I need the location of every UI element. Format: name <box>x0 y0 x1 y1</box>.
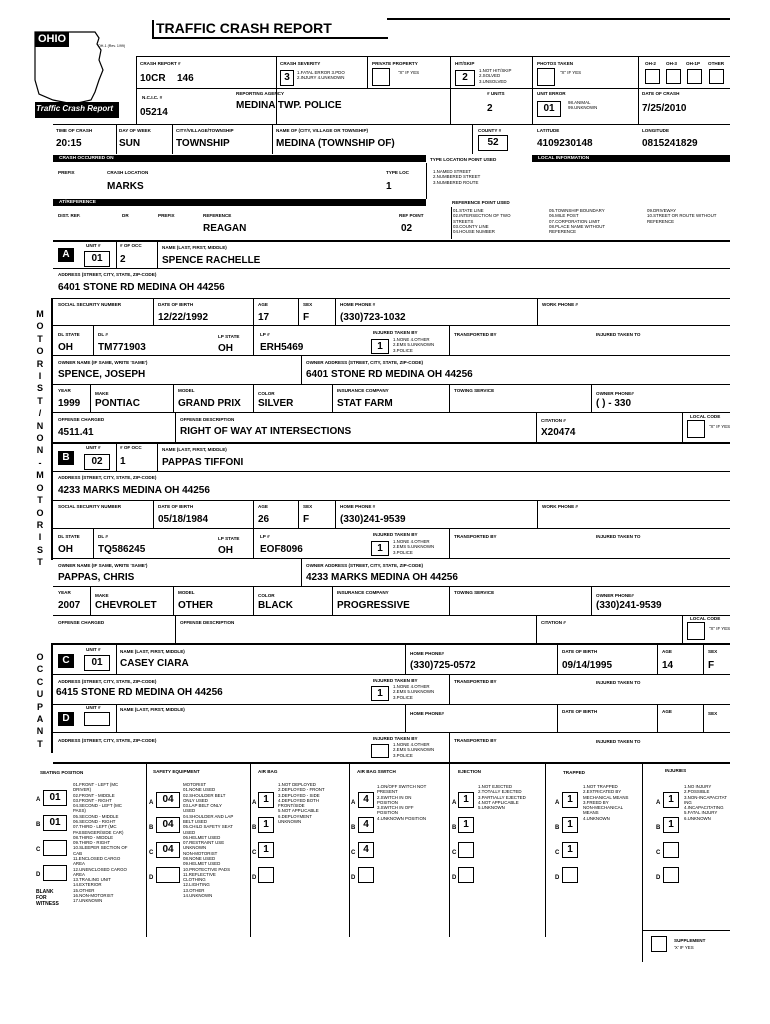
safety-c-value: 04 <box>156 842 180 858</box>
injuries-options: 1.NO INJURY 2.POSSIBLE 3.NON-INCAPACITAT ING 4.INCAPACITATING 5.FATAL INJURY 6.UNKNOWN <box>684 784 727 821</box>
unit-b-name-value: PAPPAS TIFFONI <box>162 457 244 468</box>
unit-b-home-phone-label: HOME PHONE # <box>340 504 376 509</box>
unit-a-color-value: SILVER <box>258 398 294 409</box>
local-info-band: LOCAL INFORMATION <box>532 155 730 162</box>
safety-a-letter: A <box>149 800 154 806</box>
type-point-label: TYPE LOCATION POINT USED <box>430 157 497 162</box>
occupant-c-unit-label: UNIT # <box>86 647 101 652</box>
airbag-b-letter: B <box>252 825 257 831</box>
unit-a-local-code-checkbox[interactable] <box>687 420 705 438</box>
occupant-c-unit-value: 01 <box>84 655 110 671</box>
occupant-d-injured-input[interactable] <box>371 744 389 758</box>
crash-occurred-band: CRASH OCCURRED ON <box>53 155 426 162</box>
unit-a-occ-value: 2 <box>120 254 126 265</box>
occupant-c-dob-label: DATE OF BIRTH <box>562 649 598 654</box>
unit-b-injured-to-label: INJURED TAKEN TO <box>596 534 641 539</box>
ref-options-1: 01.STATE LINE 02.INTERSECTION OF TWO STREETS 03.COUNTY LINE 04.HOUSE NUMBER <box>453 208 511 235</box>
injuries-c-letter: C <box>656 850 661 856</box>
report-prefix: 10CR <box>140 73 166 84</box>
occupant-c-home-phone-label: HOME PHONE# <box>410 651 444 656</box>
unit-a-towing-label: TOWING SERVICE <box>454 388 495 393</box>
airbag-d-letter: D <box>252 875 257 881</box>
oh1p-label: OH-1P <box>686 61 701 66</box>
trapped-d-letter: D <box>555 875 560 881</box>
occupant-d-badge: D <box>58 712 74 726</box>
latitude-value: 4109230148 <box>537 138 593 149</box>
unit-error-value: 01 <box>537 101 561 117</box>
unit-b-owner-label: OWNER NAME (IF SAME, WRITE 'SAME') <box>58 563 148 568</box>
unit-b-year-value: 2007 <box>58 600 81 611</box>
unit-b-lp-state-value: OH <box>218 545 233 556</box>
switch-d-input[interactable] <box>358 867 374 883</box>
unit-b-sex-value: F <box>303 514 310 525</box>
safety-a-value: 04 <box>156 792 180 808</box>
unit-b-make-label: MAKE <box>95 593 109 598</box>
occupant-c-name-value: CASEY CIARA <box>120 658 189 669</box>
occupant-d-dob-label: DATE OF BIRTH <box>562 709 598 714</box>
ref-point-label: REF POINT <box>399 213 424 218</box>
seat-row-b-letter: B <box>36 822 41 828</box>
city-label: CITY/VILLAGE/TOWNSHIP <box>176 128 234 133</box>
oh2-label: OH-2 <box>645 61 656 66</box>
unit-b-dl-state-label: DL STATE <box>58 534 80 539</box>
trapped-label: TRAPPED <box>563 770 585 775</box>
occupant-d-injured-label: INJURED TAKEN BY <box>373 736 418 741</box>
occupant-d-injured-to-label: INJURED TAKEN TO <box>596 739 641 744</box>
unit-b-address-label: ADDRESS (STREET, CITY, STATE, ZIP-CODE) <box>58 475 157 480</box>
unit-b-injured-options: 1.NONE 4.OTHER 2.EMS 5.UNKNOWN 3.POLICE <box>393 539 435 555</box>
occupant-c-home-phone-value: (330)725-0572 <box>410 660 476 671</box>
unit-b-ssn-label: SOCIAL SECURITY NUMBER <box>58 504 122 509</box>
unit-a-make-value: PONTIAC <box>95 398 140 409</box>
switch-c-value: 4 <box>358 842 374 858</box>
ejection-c-input[interactable] <box>458 842 474 858</box>
ejection-c-letter: C <box>452 850 457 856</box>
unit-b-age-value: 26 <box>258 514 270 525</box>
unit-a-owner-addr-value: 6401 STONE RD MEDINA OH 44256 <box>306 369 473 380</box>
safety-equipment-label: SAFETY EQUIPMENT <box>153 769 200 774</box>
trapped-c-letter: C <box>555 850 560 856</box>
unit-a-home-phone-value: (330)723-1032 <box>340 312 406 323</box>
unit-a-unit-label: UNIT # <box>86 243 101 248</box>
unit-b-insurance-value: PROGRESSIVE <box>337 600 410 611</box>
unit-a-ssn-label: SOCIAL SECURITY NUMBER <box>58 302 122 307</box>
injuries-c-input[interactable] <box>663 842 679 858</box>
unit-a-insurance-label: INSURANCE COMPANY <box>337 388 389 393</box>
unit-a-color-label: COLOR <box>258 391 275 396</box>
unit-b-make-value: CHEVROLET <box>95 600 157 611</box>
switch-c-letter: C <box>351 850 356 856</box>
ejection-d-input[interactable] <box>458 867 474 883</box>
hitskip-value: 2 <box>455 70 475 86</box>
seat-d-input[interactable] <box>43 865 67 881</box>
unit-b-sex-label: SEX <box>303 504 313 509</box>
injuries-b-value: 1 <box>663 817 679 833</box>
other-label: OTHER <box>708 61 725 66</box>
day-label: DAY OF WEEK <box>119 128 151 133</box>
city-value: TOWNSHIP <box>176 138 230 149</box>
report-number: 146 <box>177 73 194 84</box>
unit-b-lp-state-label: LP STATE <box>218 536 240 541</box>
unit-a-offense-value: 4511.41 <box>58 427 94 438</box>
unit-b-unit-value: 02 <box>84 454 110 470</box>
unit-a-address-value: 6401 STONE RD MEDINA OH 44256 <box>58 282 225 293</box>
occupant-c-injured-label: INJURED TAKEN BY <box>373 678 418 683</box>
injuries-a-value: 1 <box>663 792 679 808</box>
unit-b-model-value: OTHER <box>178 600 213 611</box>
safety-b-value: 04 <box>156 817 180 833</box>
unit-a-badge: A <box>58 248 74 262</box>
time-value: 20:15 <box>56 138 82 149</box>
occupant-d-injured-options: 1.NONE 4.OTHER 2.EMS 5.UNKNOWN 3.POLICE <box>393 742 435 758</box>
supplement-note: 'X' IF YES <box>674 945 694 950</box>
unit-a-dl-state-value: OH <box>58 342 73 353</box>
occupant-d-transported-label: TRANSPORTED BY <box>454 738 497 743</box>
unit-b-owner-phone-label: OWNER PHONE# <box>596 593 634 598</box>
occupant-c-sex-label: SEX <box>708 649 718 654</box>
airbag-options: 1.NOT DEPLOYED 2.DEPLOYED - FRONT 3.DEPLOYED - SIDE 4.DEPLOYED BOTH FRONT/SIDE 5.NOT APPLICABLE 6.DEPLOYMENT UNKNOWN <box>278 782 325 824</box>
unit-a-offense-desc-label: OFFENSE DESCRIPTION <box>180 417 235 422</box>
motorist-side-label: M O T O R I S T / N O N - M O T O R I S T <box>36 309 44 568</box>
unit-b-dob-label: DATE OF BIRTH <box>158 504 194 509</box>
page-title: TRAFFIC CRASH REPORT <box>156 20 332 36</box>
private-property-label: PRIVATE PROPERTY <box>372 61 418 66</box>
unit-a-model-value: GRAND PRIX <box>178 398 241 409</box>
severity-label: CRASH SEVERITY <box>280 61 321 66</box>
longitude-label: LONGITUDE <box>642 128 670 133</box>
ejection-b-letter: B <box>452 825 457 831</box>
airbag-b-value: 1 <box>258 817 274 833</box>
trapped-a-letter: A <box>555 800 560 806</box>
unit-a-model-label: MODEL <box>178 388 195 393</box>
injuries-a-letter: A <box>656 800 661 806</box>
occupant-c-address-value: 6415 STONE RD MEDINA OH 44256 <box>56 687 223 698</box>
unit-b-dl-state-value: OH <box>58 544 73 555</box>
occupant-d-age-label: AGE <box>662 709 672 714</box>
occupant-c-badge: C <box>58 654 74 668</box>
prefix-label: PREFIX <box>58 170 75 175</box>
injuries-b-letter: B <box>656 825 661 831</box>
ncic-value: 05214 <box>140 107 168 118</box>
date-label: DATE OF CRASH <box>642 91 680 96</box>
unit-b-owner-addr-value: 4233 MARKS MEDINA OH 44256 <box>306 572 458 583</box>
crash-location-label: CRASH LOCATION <box>107 170 149 175</box>
trapped-d-input[interactable] <box>562 867 578 883</box>
blank-for-witness: BLANK FOR WITNESS <box>36 889 59 907</box>
unit-a-owner-value: SPENCE, JOSEPH <box>58 369 146 380</box>
seat-row-d-letter: D <box>36 872 41 878</box>
unit-a-year-label: YEAR <box>58 388 71 393</box>
unit-b-offense-desc-label: OFFENSE DESCRIPTION <box>180 620 235 625</box>
unit-b-work-phone-label: WORK PHONE # <box>542 504 578 509</box>
supplement-label: SUPPLEMENT <box>674 938 706 943</box>
unit-a-offense-desc-value: RIGHT OF WAY AT INTERSECTIONS <box>180 426 352 437</box>
safety-c-letter: C <box>149 850 154 856</box>
airbag-label: AIR BAG <box>258 769 278 774</box>
unit-b-color-value: BLACK <box>258 600 293 611</box>
unit-a-transported-label: TRANSPORTED BY <box>454 332 497 337</box>
oh2-checkbox[interactable] <box>645 69 660 84</box>
unit-a-injured-options: 1.NONE 4.OTHER 2.EMS 5.UNKNOWN 3.POLICE <box>393 337 435 353</box>
unit-a-lp-value: ERH5469 <box>260 342 304 353</box>
safety-d-letter: D <box>149 875 154 881</box>
unit-b-owner-addr-label: OWNER ADDRESS (STREET, CITY, STATE, ZIP-CODE) <box>306 563 424 568</box>
occupant-d-home-phone-label: HOME PHONE# <box>410 711 444 716</box>
crash-location-value: MARKS <box>107 181 144 192</box>
day-value: SUN <box>119 138 141 149</box>
unit-b-address-value: 4233 MARKS MEDINA OH 44256 <box>58 485 210 496</box>
prefix2-label: PREFIX <box>158 213 175 218</box>
occupant-side-label: O C C U P A N T <box>36 652 44 749</box>
ref-point-value: 02 <box>401 223 413 234</box>
ejection-options: 1.NOT EJECTED 2.TOTALLY EJECTED 3.PARTIALLY EJECTED 4.NOT APPLICABLE 5.UNKNOWN <box>478 784 526 811</box>
unit-a-local-code-label: LOCAL CODE <box>690 414 721 419</box>
occupant-d-sex-label: SEX <box>708 711 718 716</box>
photos-label: PHOTOS TAKEN <box>537 61 574 66</box>
unit-b-occ-label: # OF OCC <box>120 445 142 450</box>
injuries-d-input[interactable] <box>663 867 679 883</box>
ejection-a-letter: A <box>452 800 457 806</box>
unit-a-insurance-value: STAT FARM <box>337 398 393 409</box>
private-property-checkbox[interactable] <box>372 68 390 86</box>
occupant-c-age-label: AGE <box>662 649 672 654</box>
unit-a-address-label: ADDRESS (STREET, CITY, STATE, ZIP-CODE) <box>58 272 157 277</box>
unit-a-injured-label: INJURED TAKEN BY <box>373 330 418 335</box>
unit-b-model-label: MODEL <box>178 590 195 595</box>
seating-options: 01.FRONT - LEFT (MC DRIVER) 02.FRONT - MIDDLE 03.FRONT - RIGHT 04.SECOND - LEFT (MC PASS) 05.SECOND - MIDDLE 06.SECOND - RIGHT 07.THIRD - LEFT (MC PASSENGER/SIDE CAR) 08.THIRD - MIDDLE 09.THIRD - RIGHT 10.SLEEPER SECTION OF CAB 11.ENCLOSED CARGO AREA 12.UNENCLOSED CARGO AREA 13.TRAILING UNIT 14.EXTERIOR 15.OTHER 16.NON-MOTORIST 17.UNKNOWN <box>73 782 128 904</box>
occupant-c-sex-value: F <box>708 660 715 671</box>
safety-d-input[interactable] <box>156 867 180 883</box>
trapped-b-letter: B <box>555 825 560 831</box>
switch-d-letter: D <box>351 875 356 881</box>
trapped-options: 1.NOT TRAPPED 2.EXTRICATED BY MECHANICAL MEANS 3.FREED BY NON-MECHANICAL MEANS 4.UNKNOWN <box>583 784 629 821</box>
unit-b-lp-value: EOF8096 <box>260 544 303 555</box>
unit-a-local-note: "X" IF YES <box>709 424 731 429</box>
unit-a-citation-value: X20474 <box>541 427 576 438</box>
unit-b-local-code-label: LOCAL CODE <box>690 616 721 621</box>
injuries-label: INJURIES <box>665 768 687 773</box>
unit-b-local-note: "X" IF YES <box>709 626 731 631</box>
unit-b-occ-value: 1 <box>120 456 126 467</box>
form-id: OH-1 (Rev. 1/99) <box>98 44 126 48</box>
seat-a-value: 01 <box>43 790 67 806</box>
report-label: CRASH REPORT # <box>140 61 181 66</box>
unit-a-make-label: MAKE <box>95 391 109 396</box>
unit-a-injured-value: 1 <box>371 339 389 354</box>
switch-b-value: 4 <box>358 817 374 833</box>
agency-label: REPORTING AGENCY <box>236 91 285 96</box>
occupant-c-dob-value: 09/14/1995 <box>562 660 613 671</box>
type-loc-value: 1 <box>386 181 392 192</box>
unit-b-injured-label: INJURED TAKEN BY <box>373 532 418 537</box>
airbag-d-input[interactable] <box>258 867 274 883</box>
ref-point-used-label: REFERENCE POINT USED <box>452 200 510 205</box>
photos-note: "X" IF YES <box>560 70 582 75</box>
occupant-d-unit-label: UNIT # <box>86 705 101 710</box>
trapped-a-value: 1 <box>562 792 578 808</box>
hitskip-label: HIT/SKIP <box>455 61 475 66</box>
seat-b-value: 01 <box>43 815 67 831</box>
safety-b-letter: B <box>149 825 154 831</box>
unit-error-options: 98.ANIMAL 99.UNKNOWN <box>568 100 598 111</box>
at-reference-band: AT/REFERENCE <box>53 199 426 206</box>
unit-error-label: UNIT ERROR <box>537 91 566 96</box>
occupant-d-name-label: NAME (LAST, FIRST, MIDDLE) <box>120 707 185 712</box>
municipality-label: NAME OF (CITY, VILLAGE OR TOWNSHIP) <box>276 128 369 133</box>
unit-a-age-value: 17 <box>258 312 270 323</box>
seat-c-value[interactable] <box>43 840 67 856</box>
state-name: OHIO <box>38 33 67 45</box>
unit-a-owner-phone-label: OWNER PHONE# <box>596 391 634 396</box>
severity-value: 3 <box>280 70 294 86</box>
unit-a-injured-to-label: INJURED TAKEN TO <box>596 332 641 337</box>
type-loc-options: 1.NAMED STREET 2.NUMBERED STREET 3.NUMBERED ROUTE <box>433 169 481 185</box>
occupant-c-injured-options: 1.NONE 4.OTHER 2.EMS 5.UNKNOWN 3.POLICE <box>393 684 435 700</box>
other-checkbox[interactable] <box>709 69 724 84</box>
county-label: COUNTY # <box>478 128 502 133</box>
severity-options: 1.FATAL ERROR 3.PDO 2.INJURY 4.UNKNOWN <box>297 70 345 81</box>
trapped-c-value: 1 <box>562 842 578 858</box>
oh3-label: OH-3 <box>666 61 677 66</box>
unit-a-sex-label: SEX <box>303 302 313 307</box>
occupant-d-unit-input[interactable] <box>84 712 110 726</box>
injuries-d-letter: D <box>656 875 661 881</box>
unit-b-insurance-label: INSURANCE COMPANY <box>337 590 389 595</box>
ejection-d-letter: D <box>452 875 457 881</box>
oh1p-checkbox[interactable] <box>687 69 702 84</box>
occupant-c-address-label: ADDRESS (STREET, CITY, STATE, ZIP-CODE) <box>58 679 157 684</box>
units-label: # UNITS <box>487 91 505 96</box>
occupant-c-name-label: NAME (LAST, FIRST, MIDDLE) <box>120 649 185 654</box>
ejection-b-value: 1 <box>458 817 474 833</box>
unit-a-owner-phone-value: ( ) - 330 <box>596 398 632 409</box>
longitude-value: 0815241829 <box>642 138 698 149</box>
unit-b-offense-label: OFFENSE CHARGED <box>58 620 105 625</box>
trapped-b-value: 1 <box>562 817 578 833</box>
ref-options-3: 09.DRIVEWAY 10.STREET OR ROUTE WITHOUT REFERENCE <box>647 208 717 224</box>
latitude-label: LATITUDE <box>537 128 560 133</box>
seat-row-a-letter: A <box>36 797 41 803</box>
unit-b-lp-label: LP # <box>260 534 270 539</box>
unit-a-lp-label: LP # <box>260 332 270 337</box>
unit-a-dl-label: DL # <box>98 332 108 337</box>
unit-b-age-label: AGE <box>258 504 268 509</box>
time-label: TIME OF CRASH <box>56 128 93 133</box>
unit-a-year-value: 1999 <box>58 398 81 409</box>
switch-a-letter: A <box>351 800 356 806</box>
supplement-checkbox[interactable] <box>651 936 667 952</box>
unit-a-home-phone-label: HOME PHONE # <box>340 302 376 307</box>
airbag-a-letter: A <box>252 800 257 806</box>
airbag-switch-label: AIR BAG SWITCH <box>357 769 396 774</box>
unit-b-dl-value: TQ586245 <box>98 544 146 555</box>
unit-a-owner-addr-label: OWNER ADDRESS (STREET, CITY, STATE, ZIP-CODE) <box>306 360 424 365</box>
unit-a-lp-state-value: OH <box>218 343 233 354</box>
unit-a-occ-label: # OF OCC <box>120 243 142 248</box>
seating-position-label: SEATING POSITION <box>40 770 84 775</box>
ejection-a-value: 1 <box>458 792 474 808</box>
ncic-label: N.C.I.C. # <box>142 95 163 100</box>
county-value: 52 <box>478 135 508 151</box>
unit-b-home-phone-value: (330)241-9539 <box>340 514 406 525</box>
unit-b-color-label: COLOR <box>258 593 275 598</box>
occupant-c-transported-label: TRANSPORTED BY <box>454 679 497 684</box>
seat-row-c-letter: C <box>36 847 41 853</box>
unit-b-unit-label: UNIT # <box>86 445 101 450</box>
unit-a-lp-state-label: LP STATE <box>218 334 240 339</box>
unit-a-name-value: SPENCE RACHELLE <box>162 255 261 266</box>
unit-b-towing-label: TOWING SERVICE <box>454 590 495 595</box>
unit-a-sex-value: F <box>303 312 310 323</box>
dr-label: DR <box>122 213 129 218</box>
unit-a-dob-value: 12/22/1992 <box>158 312 209 323</box>
unit-b-citation-label: CITATION # <box>541 620 566 625</box>
switch-options: 1.ON/OFF SWITCH NOT PRESENT 2.SWITCH IN ON POSITION 3.SWITCH IN OFF POSITION 4.UNKNOWN POSITION <box>377 784 427 821</box>
hitskip-options: 1.NOT HIT/SKIP 2.SOLVED 3.UNSOLVED <box>479 68 512 84</box>
municipality-value: MEDINA (TOWNSHIP OF) <box>276 138 395 149</box>
airbag-a-value: 1 <box>258 792 274 808</box>
occupant-c-injured-value: 1 <box>371 686 389 701</box>
unit-b-owner-phone-value: (330)241-9539 <box>596 600 662 611</box>
units-value: 2 <box>487 103 493 114</box>
unit-a-unit-value: 01 <box>84 251 110 267</box>
unit-b-dl-label: DL # <box>98 534 108 539</box>
unit-b-local-code-checkbox[interactable] <box>687 622 705 640</box>
unit-b-name-label: NAME (LAST, FIRST, MIDDLE) <box>162 447 227 452</box>
ejection-label: EJECTION <box>458 769 481 774</box>
reference-value: REAGAN <box>203 223 247 234</box>
airbag-c-letter: C <box>252 850 257 856</box>
unit-b-year-label: YEAR <box>58 590 71 595</box>
unit-b-badge: B <box>58 451 74 465</box>
safety-options: MOTORIST 01.NONE USED 02.SHOULDER BELT ONLY USED 03.LAP BELT ONLY USED 04.SHOULDER AND LAP BELT USED 05.CHILD SAFETY SEAT USED 06.HELMET USED 07.RESTRAINT USE UNKNOWN NON-MOTORIST 08.NONE USED 09.HELMET USED 10.PROTECTIVE PADS 11.REFLECTIVE CLOTHING 12.LIGHTING 13.OTHER 14.UNKNOWN <box>183 782 234 898</box>
unit-b-transported-label: TRANSPORTED BY <box>454 534 497 539</box>
switch-b-letter: B <box>351 825 356 831</box>
oh3-checkbox[interactable] <box>666 69 681 84</box>
occupant-c-injured-to-label: INJURED TAKEN TO <box>596 680 641 685</box>
ref-options-2: 05.TOWNSHIP BOUNDARY 06.MILE POST 07.CORPORATION LIMIT 08.PLACE NAME WITHOUT REFERENCE <box>549 208 606 235</box>
unit-a-dl-state-label: DL STATE <box>58 332 80 337</box>
unit-a-name-label: NAME (LAST, FIRST, MIDDLE) <box>162 245 227 250</box>
unit-b-owner-value: PAPPAS, CHRIS <box>58 572 135 583</box>
switch-a-value: 4 <box>358 792 374 808</box>
unit-a-dob-label: DATE OF BIRTH <box>158 302 194 307</box>
photos-checkbox[interactable] <box>537 68 555 86</box>
unit-a-work-phone-label: WORK PHONE # <box>542 302 578 307</box>
airbag-c-value: 1 <box>258 842 274 858</box>
dist-ref-label: DIST. REF. <box>58 213 81 218</box>
unit-a-citation-label: CITATION # <box>541 418 566 423</box>
type-loc-label: TYPE LOC <box>386 170 409 175</box>
unit-b-injured-value: 1 <box>371 541 389 556</box>
reference-label: REFERENCE <box>203 213 232 218</box>
agency-value: MEDINA TWP. POLICE <box>236 100 342 111</box>
occupant-c-age-value: 14 <box>662 660 674 671</box>
occupant-d-address-label: ADDRESS (STREET, CITY, STATE, ZIP-CODE) <box>58 738 157 743</box>
date-value: 7/25/2010 <box>642 103 687 114</box>
private-property-note: "X" IF YES <box>398 70 420 75</box>
logo-text: Traffic Crash Report <box>36 104 114 113</box>
unit-a-age-label: AGE <box>258 302 268 307</box>
unit-a-owner-label: OWNER NAME (IF SAME, WRITE 'SAME') <box>58 360 148 365</box>
unit-a-dl-value: TM771903 <box>98 342 146 353</box>
unit-b-dob-value: 05/18/1984 <box>158 514 209 525</box>
unit-a-offense-label: OFFENSE CHARGED <box>58 417 105 422</box>
